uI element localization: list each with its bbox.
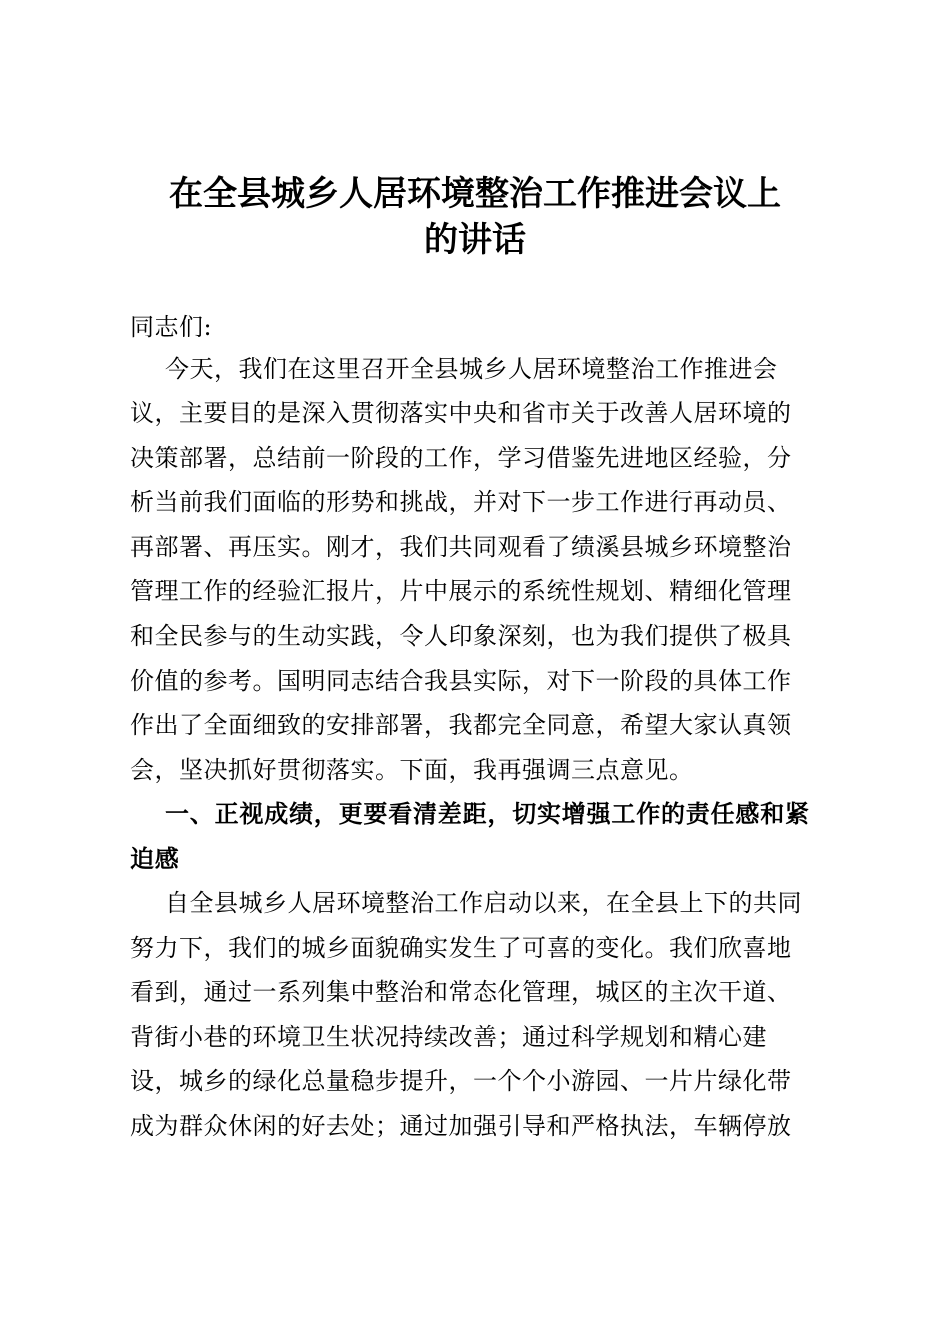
body-line: 会，坚决抓好贯彻落实。下面，我再强调三点意见。	[130, 756, 694, 784]
body-line: 今天，我们在这里召开全县城乡人居环境整治工作推进会	[165, 355, 778, 383]
body-line: 议，主要目的是深入贯彻落实中央和省市关于改善人居环境的	[130, 399, 792, 427]
body-line: 价值的参考。国明同志结合我县实际，对下一阶段的具体工作	[130, 667, 792, 695]
document-title-line-2: 的讲话	[424, 220, 526, 260]
body-line: 作出了全面细致的安排部署，我都完全同意，希望大家认真领	[130, 711, 792, 739]
body-line: 努力下，我们的城乡面貌确实发生了可喜的变化。我们欣喜地	[130, 934, 792, 962]
section-heading-line: 一、正视成绩，更要看清差距，切实增强工作的责任感和紧	[165, 800, 810, 828]
body-line: 决策部署，总结前一阶段的工作，学习借鉴先进地区经验，分	[130, 444, 792, 472]
document-title-line-1: 在全县城乡人居环境整治工作推进会议上	[169, 174, 781, 214]
body-line: 析当前我们面临的形势和挑战，并对下一步工作进行再动员、	[130, 488, 792, 516]
salutation: 同志们:	[130, 313, 213, 341]
body-line: 和全民参与的生动实践，令人印象深刻，也为我们提供了极具	[130, 622, 792, 650]
body-line: 设，城乡的绿化总量稳步提升，一个个小游园、一片片绿化带	[130, 1067, 792, 1095]
body-line: 成为群众休闲的好去处；通过加强引导和严格执法，车辆停放	[130, 1112, 792, 1140]
section-heading-line: 迫感	[130, 845, 180, 873]
body-line: 看到，通过一系列集中整治和常态化管理，城区的主次干道、	[130, 978, 792, 1006]
body-line: 再部署、再压实。刚才，我们共同观看了绩溪县城乡环境整治	[130, 533, 792, 561]
body-line: 管理工作的经验汇报片，片中展示的系统性规划、精细化管理	[130, 577, 792, 605]
body-line: 自全县城乡人居环境整治工作启动以来，在全县上下的共同	[165, 889, 802, 917]
body-line: 背街小巷的环境卫生状况持续改善；通过科学规划和精心建	[130, 1023, 767, 1051]
